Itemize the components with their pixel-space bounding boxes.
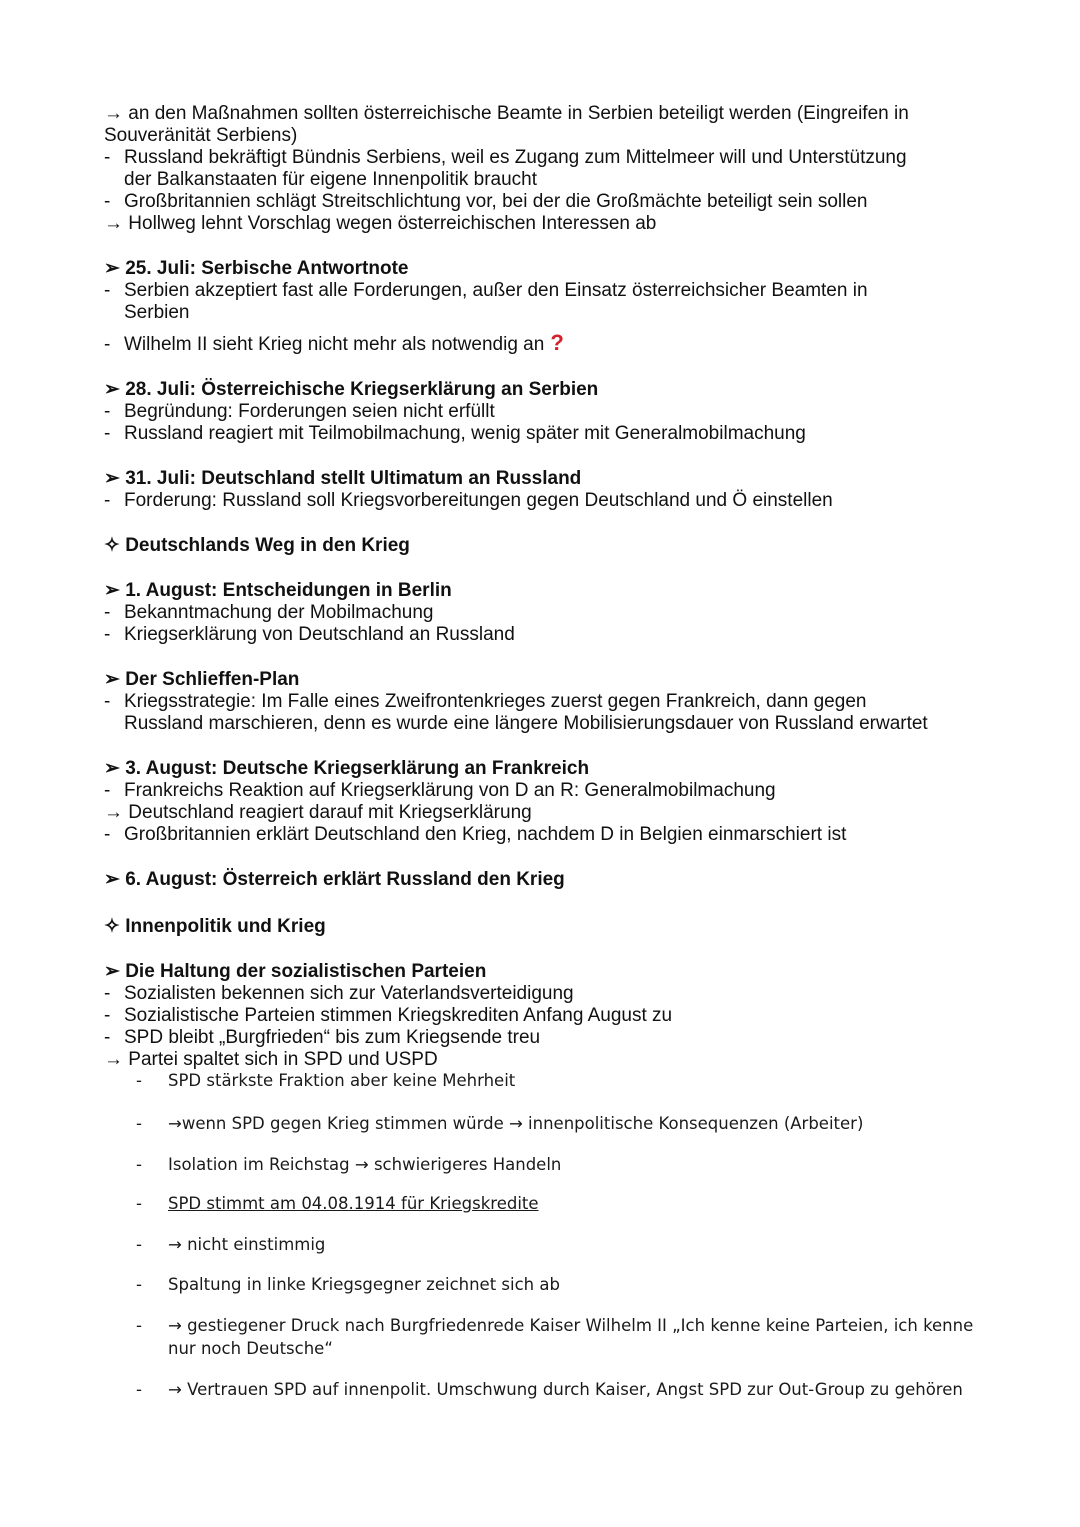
bullet-teilmobilmachung: - Russland reagiert mit Teilmobilmachung, wenig später mit Generalmobilmachung [104,423,806,444]
heading-1-august: ➢ 1. August: Entscheidungen in Berlin [104,580,452,601]
bullet-burgfrieden: - SPD bleibt „Burgfrieden“ bis zum Kriegsende treu [104,1027,541,1048]
bullet-kriegskredite: - Sozialistische Parteien stimmen Kriegskrediten Anfang August zu [104,1005,673,1026]
notes-list [136,1071,1004,1399]
bullet-grossbritannien: - Großbritannien schlägt Streitschlichtung vor, bei der die Großmächte beteiligt sein sollen [104,191,868,212]
note-item: - SPD stärkste Fraktion aber keine Mehrheit [136,1071,516,1090]
intro-line-2: Souveränität Serbiens) [104,125,298,146]
arrow-partei-spaltet: → Partei spaltet sich in SPD und USPD [104,1049,438,1070]
bullet-grossbritannien-krieg: - Großbritannien erklärt Deutschland den Krieg, nachdem D in Belgien einmarschiert ist [104,824,847,845]
bullet-serbien-akzeptiert: - Serbien akzeptiert fast alle Forderungen, außer den Einsatz österreichsicher Beamten in [104,280,868,301]
note-item: - SPD stimmt am 04.08.1914 für Kriegskredite [136,1194,539,1213]
intro-line-1: → an den Maßnahmen sollten österreichische Beamte in Serbien beteiligt werden (Eingreifen in [104,103,909,124]
bullet-mobilmachung: - Bekanntmachung der Mobilmachung [104,602,434,623]
bullet-kriegsstrategie-cont: Russland marschieren, denn es wurde eine längere Mobilisierungsdauer von Russland erwartet [124,713,928,734]
arrow-deutschland-reagiert: → Deutschland reagiert darauf mit Kriegserklärung [104,802,532,823]
bullet-forderung: - Forderung: Russland soll Kriegsvorbereitungen gegen Deutschland und Ö einstellen [104,490,833,511]
bullet-kriegserklaerung-russland: - Kriegserklärung von Deutschland an Russland [104,624,515,645]
section-innenpolitik: ✧ Innenpolitik und Krieg [104,916,326,937]
note-item-cont: nur noch Deutsche“ [168,1339,333,1358]
note-item: - →wenn SPD gegen Krieg stimmen würde → innenpolitische Konsequenzen (Arbeiter) [136,1114,864,1133]
heading-25-juli: ➢ 25. Juli: Serbische Antwortnote [104,258,409,279]
bullet-russland: - Russland bekräftigt Bündnis Serbiens, weil es Zugang zum Mittelmeer will und Unterstützung [104,147,907,168]
section-weg-in-den-krieg: ✧ Deutschlands Weg in den Krieg [104,535,410,556]
note-item: - → gestiegener Druck nach Burgfriedenrede Kaiser Wilhelm II „Ich kenne keine Parteien, ich kenne [136,1316,974,1335]
heading-28-juli: ➢ 28. Juli: Österreichische Kriegserklärung an Serbien [104,379,599,400]
bullet-russland-cont: der Balkanstaaten für eigene Innenpolitik braucht [124,169,537,190]
note-item: - → Vertrauen SPD auf innenpolit. Umschwung durch Kaiser, Angst SPD zur Out-Group zu gehören [136,1380,963,1399]
note-item: - Isolation im Reichstag → schwierigeres Handeln [136,1155,562,1174]
bullet-wilhelm: - Wilhelm II sieht Krieg nicht mehr als notwendig an ? [104,330,564,355]
heading-31-juli: ➢ 31. Juli: Deutschland stellt Ultimatum an Russland [104,468,582,489]
heading-3-august: ➢ 3. August: Deutsche Kriegserklärung an Frankreich [104,758,590,779]
bullet-begruendung: - Begründung: Forderungen seien nicht erfüllt [104,401,495,422]
heading-schlieffen-plan: ➢ Der Schlieffen-Plan [104,669,300,690]
bullet-frankreich-reaktion: - Frankreichs Reaktion auf Kriegserklärung von D an R: Generalmobilmachung [104,780,776,801]
bullet-serbien-cont: Serbien [124,302,190,323]
arrow-hollweg: → Hollweg lehnt Vorschlag wegen österreichischen Interessen ab [104,213,657,234]
bullet-kriegsstrategie: - Kriegsstrategie: Im Falle eines Zweifrontenkrieges zuerst gegen Frankreich, dann gegen [104,691,867,712]
heading-sozialistische-parteien: ➢ Die Haltung der sozialistischen Parteien [104,961,487,982]
note-item: - Spaltung in linke Kriegsgegner zeichnet sich ab [136,1275,560,1294]
document-page [104,103,1004,1399]
heading-6-august: ➢ 6. August: Österreich erklärt Russland den Krieg [104,869,565,890]
bullet-vaterlandsverteidigung: - Sozialisten bekennen sich zur Vaterlandsverteidigung [104,983,574,1004]
note-item: - → nicht einstimmig [136,1235,326,1254]
question-mark-icon: ? [550,330,564,355]
